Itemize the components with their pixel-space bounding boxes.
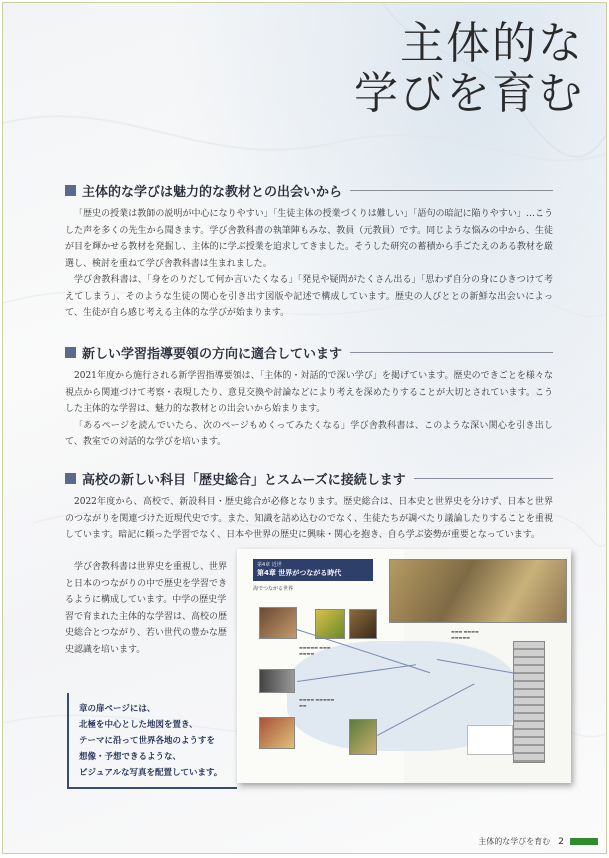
title-line-1: 主体的な [400,18,584,69]
heading-rule [350,352,553,353]
section-1 [65,181,553,322]
photo-people [259,717,295,749]
callout-line: 章の扉ページには、 [79,704,156,714]
section-3-heading [65,469,553,488]
page-number: 2 [558,836,564,847]
section-1-heading [65,181,553,200]
side-paragraph: 学び舎教科書は世界史を重視し、世界と日本のつながりの中で歴史を学習できるように構成しています。中学の歴史学習で育まれた主体的な学習は、高校の歴史総合とつながり、若い世代の豊かな歴史認識を培います。 [65,562,228,655]
footer-green-bar [570,838,598,845]
photo-market [259,607,297,639]
callout-line: テーマに沿って世界各地のようすを [79,736,216,746]
photo-goods [349,609,377,639]
caption-placeholder: ▬▬▬▬▬ ▬▬▬ ▬▬▬▬ [299,645,331,656]
caption-placeholder: ▬▬▬ ▬▬▬▬ ▬▬▬▬▬ [451,629,479,640]
callout-line: 想像・予想できるような、 [79,752,182,762]
info-box [467,725,513,755]
section-3-paragraph-1: 2022年度から、高校で、新設科目・歴史総合が必修となります。歴史総合は、日本史と世界史を分けず、日本と世界のつながりを関連づけた近現代史です。また、知識を詰め込むのでなく、生徒たちが調べたり議論したりすることを重視しています。暗記に頼った学習でなく、日本や世界の歴史に興味・関心を抱き、自ら学ぶ姿勢が重要となっています。 [65,497,553,540]
section-3-heading-text: 高校の新しい科目「歴史総合」とスムーズに接続します [82,473,406,488]
photo-ship [259,669,295,693]
footer-text: 主体的な学びを育む [478,837,551,846]
section-2-paragraph-1: 2021年度から施行される新学習指導要領は、「主体的・対話的で深い学び」を掲げています。歴史のできごとを様々な視点から関連づけて考察・表現したり、意見交換や討論などにより考えを深めたりすることが大切とされています。こうした主体的な学習は、魅力的な教材との出会いから始まります。 [65,371,553,414]
textbook-spread-image [237,549,571,783]
section-2 [65,343,553,451]
callout-box [67,693,237,789]
heading-square-icon [65,185,76,196]
chapter-title: 第4章 世界がつながる時代 [257,569,342,577]
page-title [354,19,584,119]
section-2-heading-text: 新しい学習指導要領の方向に適合しています [82,347,343,362]
spread-subtitle: 海でつながる世界 [253,586,294,592]
callout-line: 北極を中心とした地図を置き、 [79,720,198,730]
caption-placeholder: ▬▬▬▬ ▬▬▬▬▬ ▬▬ [299,697,335,708]
callout-line: ビジュアルな写真を配置しています。 [79,768,223,778]
section-1-paragraph-1: 「歴史の授業は教師の説明が中心になりやすい」「生徒主体の授業づくりは難しい」「語句の暗記に陥りやすい」…こうした声を多くの先生から聞きます。学び舎教科書の執筆陣もみな、教員（元教員）です。同じような悩みの中から、生徒が目を輝かせる教材を発掘し、主体的に学ぶ授業を追求してきました。そうした研究の蓄積から手ごたえのある教材を厳選し、検討を重ねて学び舎教科書は生まれました。 [65,209,553,269]
heading-square-icon [65,473,76,484]
chapter-band [253,559,373,581]
page-footer [478,836,598,847]
photo-folding-screen [389,559,567,623]
section-3 [65,469,553,544]
section-1-paragraph-2: 学び舎教科書は、「身をのりだして何か言いたくなる」「発見や疑問がたくさん出る」「思わず自分の身にひきつけて考えてしまう」、そのような生徒の関心を引き出す図版や記述で構成しています。歴史の人びととの新鮮な出会いによって、生徒が自ら感じ考える主体的な学びが始まります。 [65,275,553,318]
photo-tower [513,641,545,763]
section-2-paragraph-2: 「あるページを読んでいたら、次のページもめくってみたくなる」学び舎教科書は、このような深い関心を引き出して、教室での対話的な学びを培います。 [65,420,553,447]
title-line-2: 学びを育む [354,68,584,119]
chapter-label: 第4章 近世 [257,562,282,568]
photo-produce [315,609,345,639]
heading-rule [350,190,553,191]
photo-figure [349,719,377,755]
heading-rule [414,478,553,479]
brochure-page [2,2,607,854]
heading-square-icon [65,347,76,358]
section-2-heading [65,343,553,362]
section-1-heading-text: 主体的な学びは魅力的な教材との出会いから [82,185,343,200]
